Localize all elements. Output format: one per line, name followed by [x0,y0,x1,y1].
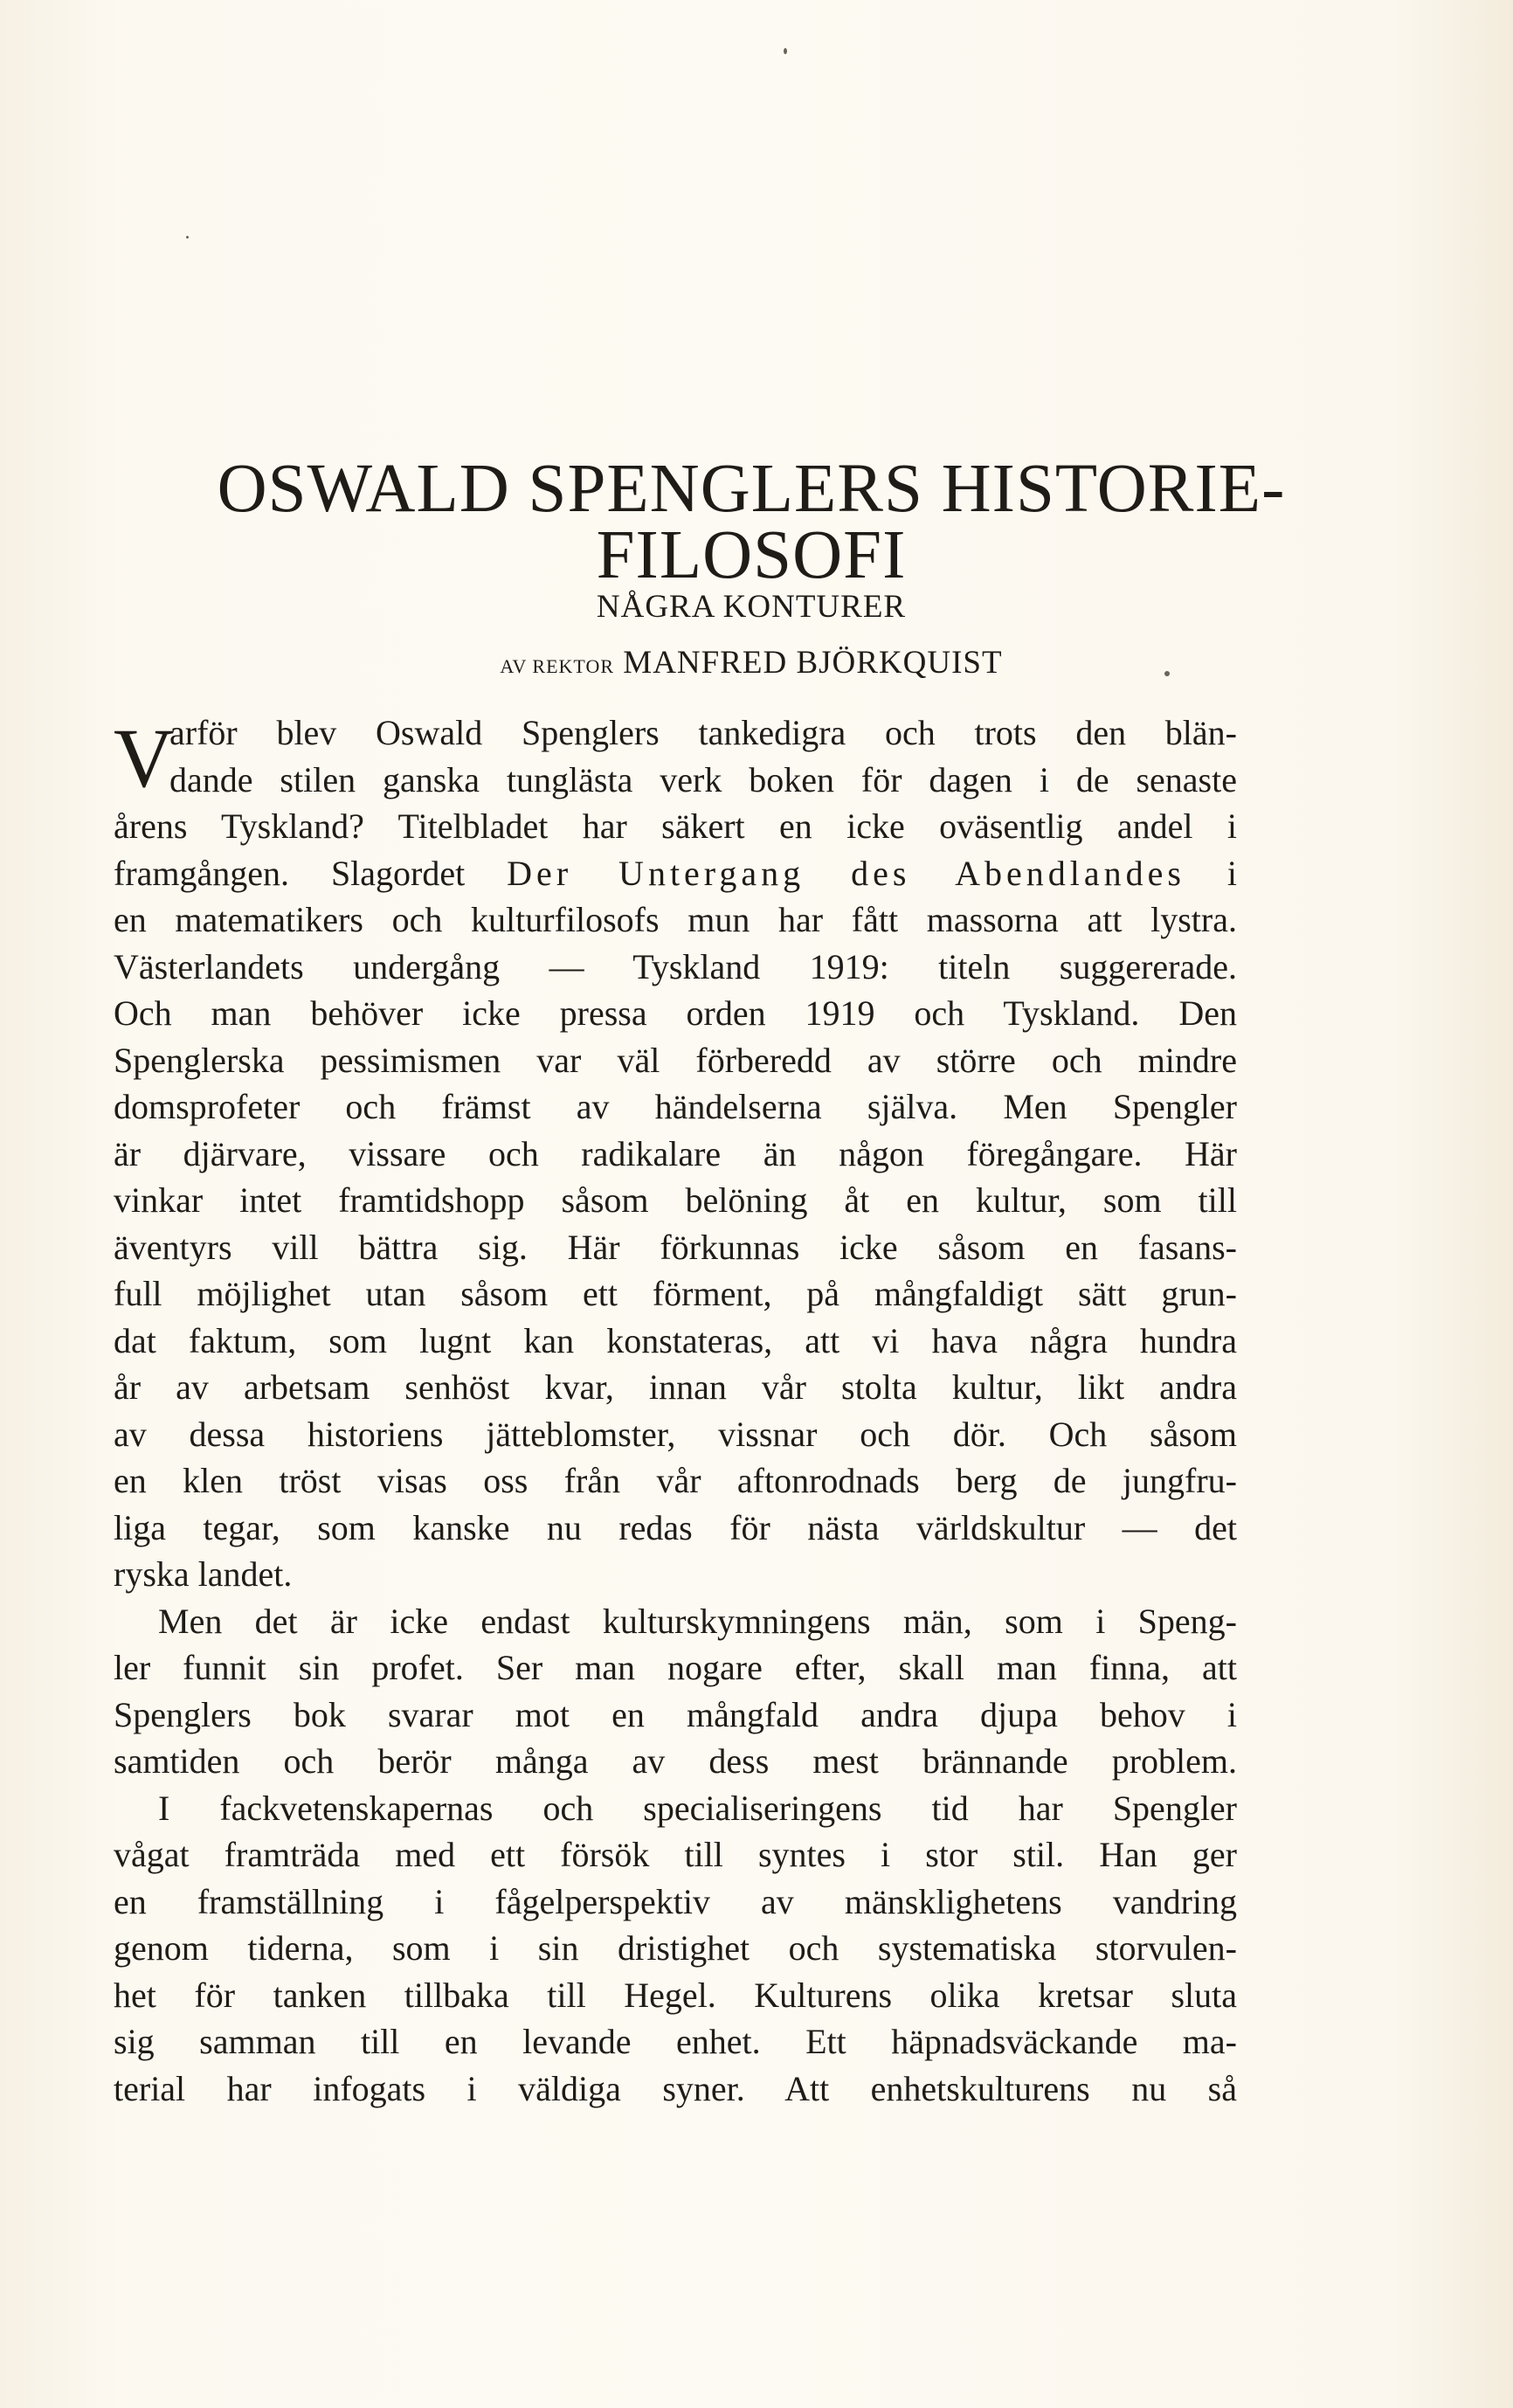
body-line-part: i [1185,853,1237,893]
body-line: Spenglerska pessimismen var väl förberedd av större och mindre [114,1040,1237,1080]
byline-author: MANFRED BJÖRKQUIST [623,645,1003,681]
body-line: år av arbetsam senhöst kvar, innan vår stolta kultur, likt andra [114,1367,1237,1407]
body-line: dat faktum, som lugnt kan konstateras, att vi hava några hundra [114,1320,1237,1360]
paper-speck [1164,671,1170,676]
paper-speck [784,48,787,54]
body-line-part: framgången. Slagordet [114,853,508,893]
article-body [114,709,1237,2112]
body-line: vinkar intet framtidshopp såsom belöning åt en kultur, som till [114,1180,1237,1220]
article-byline [114,647,1389,679]
body-line: Spenglers bok svarar mot en mångfald andra djupa behov i [114,1694,1237,1734]
body-line: liga tegar, som kanske nu redas för nästa världskultur — det [114,1507,1237,1547]
body-line: av dessa historiens jätteblomster, vissnar och dör. Och såsom [114,1414,1237,1454]
body-line: sig samman till en levande enhet. Ett häpnadsväckande ma- [114,2022,1237,2061]
drop-cap: V [114,711,175,805]
body-line: en matematikers och kulturfilosofs mun har fått massorna att lystra. [114,900,1237,939]
paper-speck [186,236,189,239]
article-title-line-1: OSWALD SPENGLERS HISTORIE- [217,451,1286,527]
byline-prefix: AV REKTOR [500,655,615,677]
body-line: ler funnit sin profet. Ser man nogare efter, skall man finna, att [114,1648,1237,1687]
body-line: Och man behöver icke pressa orden 1919 och Tyskland. Den [114,993,1237,1033]
article-subtitle: NÅGRA KONTURER [596,589,907,625]
body-line: Västerlandets undergång — Tyskland 1919: titeln suggererade. [114,946,1237,986]
body-line: en framställning i fågelperspektiv av mänsklighetens vandring [114,1881,1237,1921]
body-line: äventyrs vill bättra sig. Här förkunnas icke såsom en fasans- [114,1227,1237,1267]
body-line: het för tanken tillbaka till Hegel. Kulturens olika kretsar sluta [114,1975,1237,2015]
article-title-line-2: FILOSOFI [596,517,907,593]
body-line [114,850,1237,897]
body-line: en klen tröst visas oss från vår aftonrodnads berg de jungfru- [114,1461,1237,1500]
body-line: full möjlighet utan såsom ett förment, på mångfaldigt sätt grun- [114,1274,1237,1313]
body-line: domsprofeter och främst av händelserna själva. Men Spengler [114,1087,1237,1126]
body-line: vågat framträda med ett försök till syntes i stor stil. Han ger [114,1835,1237,1874]
body-line: ryska landet. [114,1554,293,1594]
body-line: årens Tyskland? Titelbladet har säkert en icke oväsentlig andel i [114,806,1237,846]
quoted-book-title: Der Untergang des Abendlandes [507,853,1185,893]
body-line: terial har infogats i väldiga syner. Att enhetskulturens nu så [114,2068,1237,2108]
body-line: I fackvetenskapernas och specialiseringens tid har Spengler [158,1788,1237,1828]
body-line: dande stilen ganska tunglästa verk boken för dagen i de senaste [169,759,1237,799]
body-line: samtiden och berör många av dess mest brännande problem. [114,1741,1237,1781]
body-line: arför blev Oswald Spenglers tankedigra och trots den blän- [169,713,1237,752]
body-line: är djärvare, vissare och radikalare än någon föregångare. Här [114,1133,1237,1173]
body-line: Men det är icke endast kulturskymningens män, som i Speng- [158,1601,1237,1641]
body-line: genom tiderna, som i sin dristighet och systematiska storvulen- [114,1928,1237,1968]
